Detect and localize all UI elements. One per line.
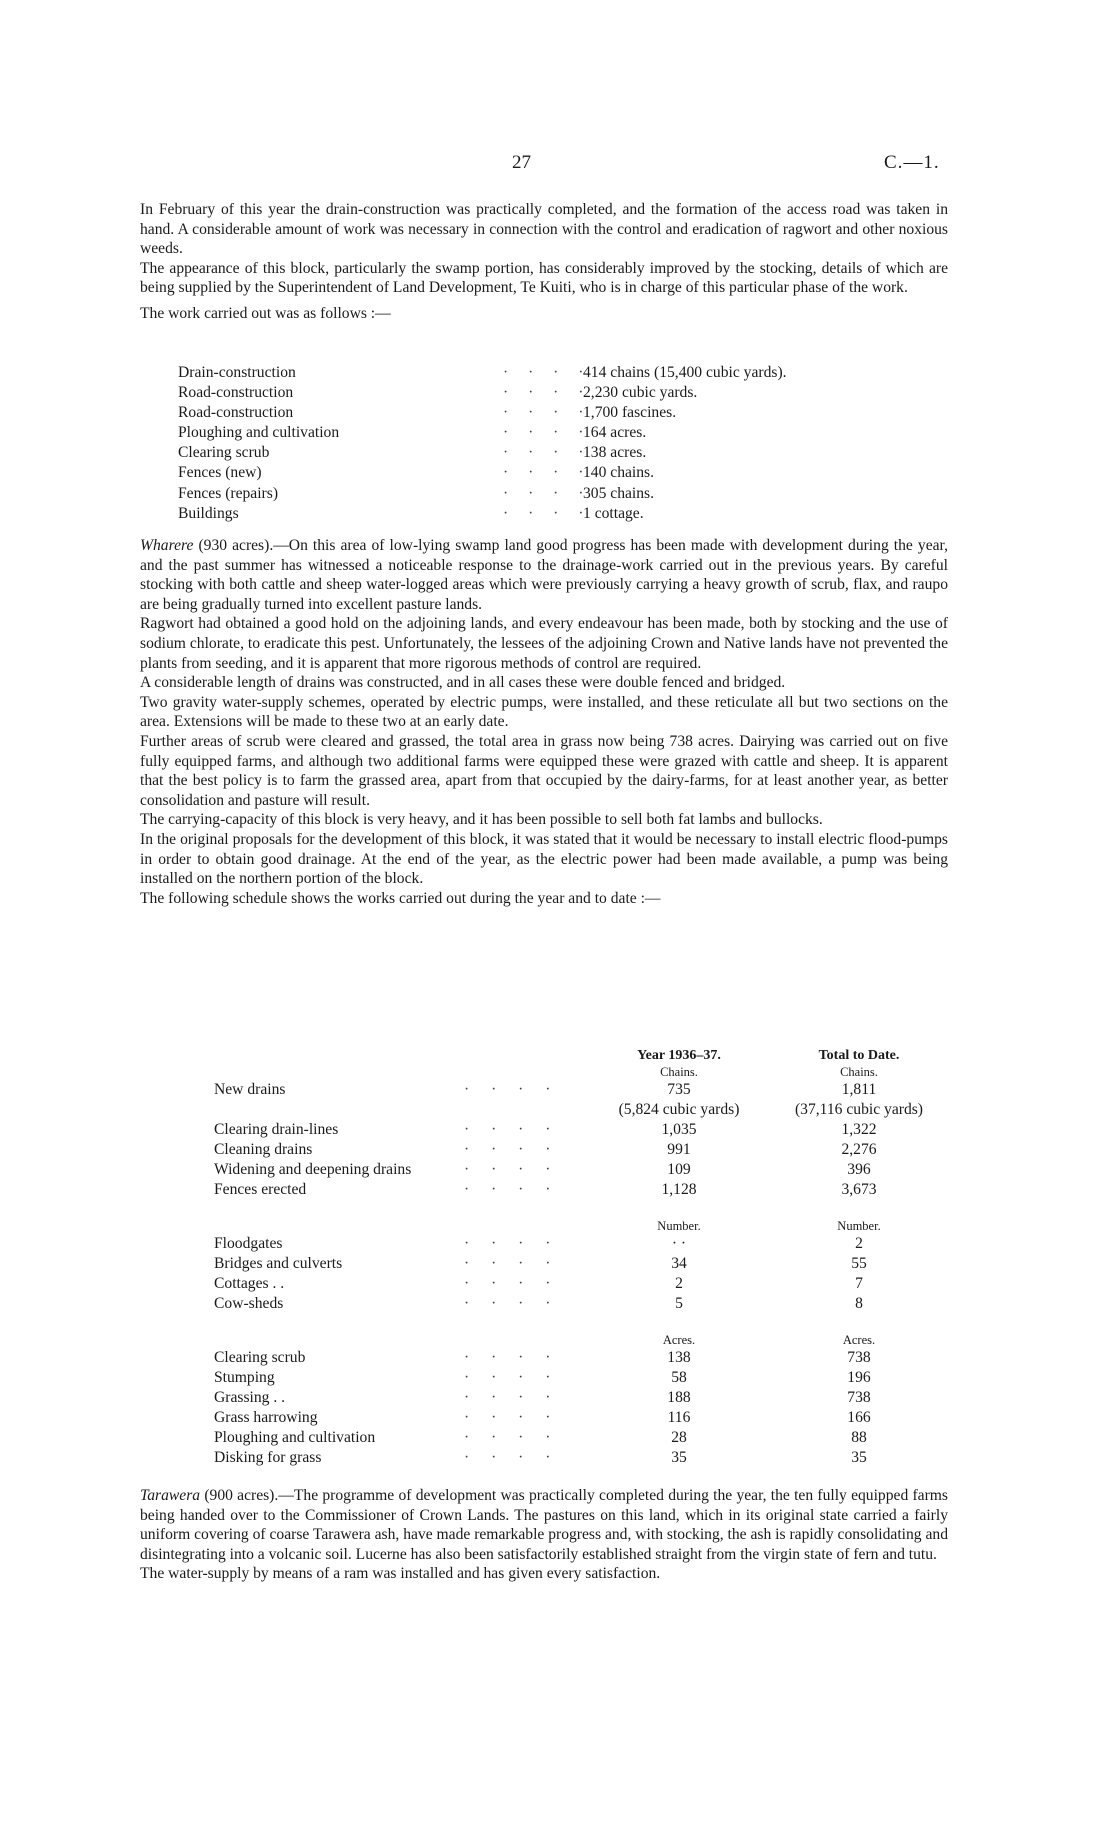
leader-dots: · · · · [503,464,592,482]
schedule-unit-row [214,1065,954,1081]
block-name: Tarawera [140,1487,201,1504]
schedule-year-value: 735 [667,1081,691,1098]
leader-dots: · · · · [464,1141,560,1158]
schedule-row [214,1121,954,1141]
schedule-row-label: Bridges and culverts [214,1255,343,1272]
work-item-value: 138 acres. [583,444,647,462]
intro-paragraph: In February of this year the drain-construction was practically completed, and the formation of the access road was taken in hand. A considerable amount of work was necessary in connection with the control and eradication of ragwort and other noxious weeds. [140,201,948,258]
schedule-row [214,1429,954,1449]
schedule-row [214,1081,954,1101]
schedule-row-label: Stumping [214,1369,275,1386]
schedule-row-label: Cleaning drains [214,1141,313,1158]
schedule-row-label: Disking for grass [214,1449,322,1466]
schedule-unit-row [214,1219,954,1235]
wharere-paragraph: Ragwort had obtained a good hold on the adjoining lands, and every endeavour has been made, both by stocking and the use of sodium chlorate, to eradicate this pest. Unfortunately, the lessees of the adjoining Crown and Native lands have not prevented the plants from seeding, and it is apparent that more rigorous methods of control are required. [140,615,948,672]
schedule-year-value: 1,035 [661,1121,697,1138]
work-item-value: 414 chains (15,400 cubic yards). [583,364,787,381]
work-item-value: 1 cottage. [583,504,644,522]
work-item-label: Road-construction [178,404,294,422]
work-item-value: 1,700 fascines. [583,404,677,422]
unit-label: Chains. [840,1065,878,1079]
schedule-row-label: Floodgates [214,1235,283,1252]
schedule-year-value: 2 [675,1275,683,1292]
block-name: Wharere [140,537,194,554]
schedule-row [214,1275,954,1295]
schedule-row [214,1389,954,1409]
work-item-label: Road-construction [178,384,294,402]
schedule-row-label: Clearing scrub [214,1349,306,1366]
leader-dots: · · · · [503,384,592,402]
leader-dots: · · · · [503,404,592,422]
schedule-total-value: 88 [851,1429,867,1446]
tarawera-paragraph [140,1486,948,1564]
work-item-value: 164 acres. [583,424,647,442]
schedule-year-value: 138 [667,1349,691,1366]
schedule-year-value: (5,824 cubic yards) [618,1101,740,1118]
work-item-label: Drain-construction [178,364,296,381]
work-list-item [178,424,938,444]
unit-label: Number. [657,1219,701,1233]
work-list-item [178,505,938,525]
wharere-section [140,536,948,908]
leader-dots: · · · · [503,484,592,502]
schedule-row [214,1161,954,1181]
column-header-year: Year 1936–37. [637,1048,721,1063]
schedule-row-label: Cottages . . [214,1275,285,1292]
schedule-row [214,1409,954,1429]
schedule-row-label: Grass harrowing [214,1409,318,1426]
number-rows [214,1235,954,1315]
schedule-total-value: 738 [847,1389,871,1406]
schedule-row [214,1369,954,1389]
schedule-year-value: 188 [667,1389,691,1406]
leader-dots: · · · · [464,1429,560,1446]
schedule-row-label: Cow-sheds [214,1295,284,1312]
schedule-total-value: 7 [855,1275,863,1292]
schedule-year-value: 58 [671,1369,687,1386]
schedule-table [214,1048,954,1469]
schedule-row [214,1295,954,1315]
schedule-row-label: Grassing . . [214,1389,286,1406]
intro-paragraph: The appearance of this block, particularly the swamp portion, has considerably improved by the stocking, details of which are being supplied by the Superintendent of Land Development, Te Kuiti, who is in charge of this particular phase of the work. [140,259,948,297]
schedule-year-value: 35 [671,1449,687,1466]
schedule-year-value: 5 [675,1295,683,1312]
work-item-value: 2,230 cubic yards. [583,384,698,402]
schedule-total-value: 8 [855,1295,863,1312]
schedule-row-label: Widening and deepening drains [214,1161,412,1178]
leader-dots: · · · · [503,424,592,442]
work-item-label: Buildings [178,504,239,522]
leader-dots: · · · · [464,1295,560,1312]
schedule-row [214,1141,954,1161]
work-item-label: Clearing scrub [178,444,270,462]
tarawera-section [140,1486,948,1584]
schedule-total-value: 738 [847,1349,871,1366]
leader-dots: · · · · [464,1121,560,1138]
schedule-total-value: 2 [855,1235,863,1252]
wharere-paragraph: The following schedule shows the works carried out during the year and to date :— [140,889,661,907]
schedule-year-value: 116 [667,1409,691,1426]
schedule-total-value: 35 [851,1449,867,1466]
leader-dots: · · · · [464,1235,560,1252]
schedule-year-value: 34 [671,1255,687,1272]
leader-dots: · · · · [464,1255,560,1272]
schedule-total-value: 1,322 [841,1121,877,1138]
page-number: 27 [512,152,531,173]
unit-label: Acres. [842,1333,876,1347]
leader-dots: · · · · [464,1349,560,1366]
work-list-item [178,485,938,505]
wharere-paragraph: Further areas of scrub were cleared and grassed, the total area in grass now being 738 acres. Dairying was carried out on five fully equipped farms, and although two additional farms were equipped these were grazed with cattle and sheep. It is apparent that the best policy is to farm the grassed area, apart from that occupied by the dairy-farms, for at least another year, as better consolidation and pasture will result. [140,732,948,809]
schedule-row-label: Fences erected [214,1181,307,1198]
leader-dots [464,1101,594,1121]
wharere-paragraph: The carrying-capacity of this block is very heavy, and it has been possible to sell both fat lambs and bullocks. [140,811,823,829]
intro-section [140,200,948,324]
unit-label: Number. [837,1219,881,1233]
leader-dots: · · · · [464,1369,560,1386]
schedule-unit-row [214,1333,954,1349]
wharere-paragraph: A considerable length of drains was constructed, and in all cases these were double fenced and bridged. [140,674,786,692]
unit-label: Acres. [662,1333,696,1347]
schedule-year-value: 109 [667,1161,691,1178]
leader-dots: · · · · [464,1389,560,1406]
page-reference: C.—1. [884,152,940,173]
schedule-row [214,1101,954,1121]
schedule-total-value: 55 [851,1255,867,1272]
schedule-row-label [214,1101,464,1121]
intro-paragraph: The work carried out was as follows :— [140,304,391,322]
work-list-item [178,404,938,424]
acres-rows [214,1349,954,1469]
work-item-value: 305 chains. [583,484,655,502]
leader-dots: · · · · [464,1449,560,1466]
leader-dots: · · · · [464,1181,560,1198]
schedule-row-label: Ploughing and cultivation [214,1429,376,1446]
wharere-paragraph: Two gravity water-supply schemes, operated by electric pumps, were installed, and these reticulate all but two sections on the area. Extensions will be made to these two at an early date. [140,693,948,731]
schedule-row [214,1255,954,1275]
work-list-item [178,364,938,384]
work-item-label: Fences (new) [178,464,262,482]
leader-dots: · · · · [464,1409,560,1426]
work-list-item [178,384,938,404]
schedule-header-row [214,1048,954,1065]
schedule-total-value: (37,116 cubic yards) [794,1101,924,1118]
schedule-row [214,1349,954,1369]
schedule-row [214,1449,954,1469]
leader-dots: · · · · [464,1081,560,1098]
work-list-item [178,464,938,484]
work-item-label: Fences (repairs) [178,484,279,502]
leader-dots: · · · · [503,364,592,381]
wharere-paragraph [140,536,948,614]
schedule-row [214,1181,954,1201]
leader-dots: · · · · [503,444,592,462]
paragraph-text: (900 acres).—The programme of development was practically completed during the year, the ten fully equipped farms being handed over to the Commissioner of Crown Lands. The pastures on this land, which in its original state carried a fairly uniform covering of coarse Tarawera ash, have made remarkable progress and, with stocking, the ash is rapidly consolidating and disintegrating into a volcanic soil. Lucerne has also been satisfactorily established straight from the virgin state of fern and tutu. [140,1487,948,1563]
work-list-item [178,444,938,464]
paragraph-text: (930 acres).—On this area of low-lying swamp land good progress has been made with development during the year, and the past summer has witnessed a noticeable response to the drainage-work carried out in the previous years. By careful stocking with both cattle and sheep water-logged areas which were previously carrying a heavy growth of scrub, flax, and raupo are being gradually turned into excellent pasture lands. [140,537,948,613]
schedule-row-label: New drains [214,1081,286,1098]
schedule-total-value: 396 [847,1161,871,1178]
schedule-year-value: · · [671,1235,687,1252]
schedule-row [214,1235,954,1255]
schedule-total-value: 166 [847,1409,871,1426]
schedule-total-value: 196 [847,1369,871,1386]
schedule-row-label: Clearing drain-lines [214,1121,339,1138]
leader-dots: · · · · [464,1161,560,1178]
schedule-total-value: 3,673 [841,1181,877,1198]
schedule-year-value: 991 [667,1141,691,1158]
wharere-paragraph: In the original proposals for the development of this block, it was stated that it would be necessary to install electric flood-pumps in order to obtain good drainage. At the end of the year, as the electric power had been made available, a pump was being installed on the northern portion of the block. [140,830,948,888]
leader-dots: · · · · [464,1275,560,1292]
tarawera-paragraph: The water-supply by means of a ram was installed and has given every satisfaction. [140,1565,661,1583]
unit-label: Chains. [660,1065,698,1079]
schedule-year-value: 1,128 [661,1181,697,1198]
leader-dots: · · · · [503,504,592,522]
work-item-label: Ploughing and cultivation [178,424,340,442]
work-list [178,364,938,525]
schedule-year-value: 28 [671,1429,687,1446]
schedule-total-value: 2,276 [841,1141,877,1158]
column-header-total: Total to Date. [818,1048,900,1063]
chains-rows [214,1081,954,1201]
work-item-value: 140 chains. [583,464,655,482]
schedule-total-value: 1,811 [841,1081,877,1098]
